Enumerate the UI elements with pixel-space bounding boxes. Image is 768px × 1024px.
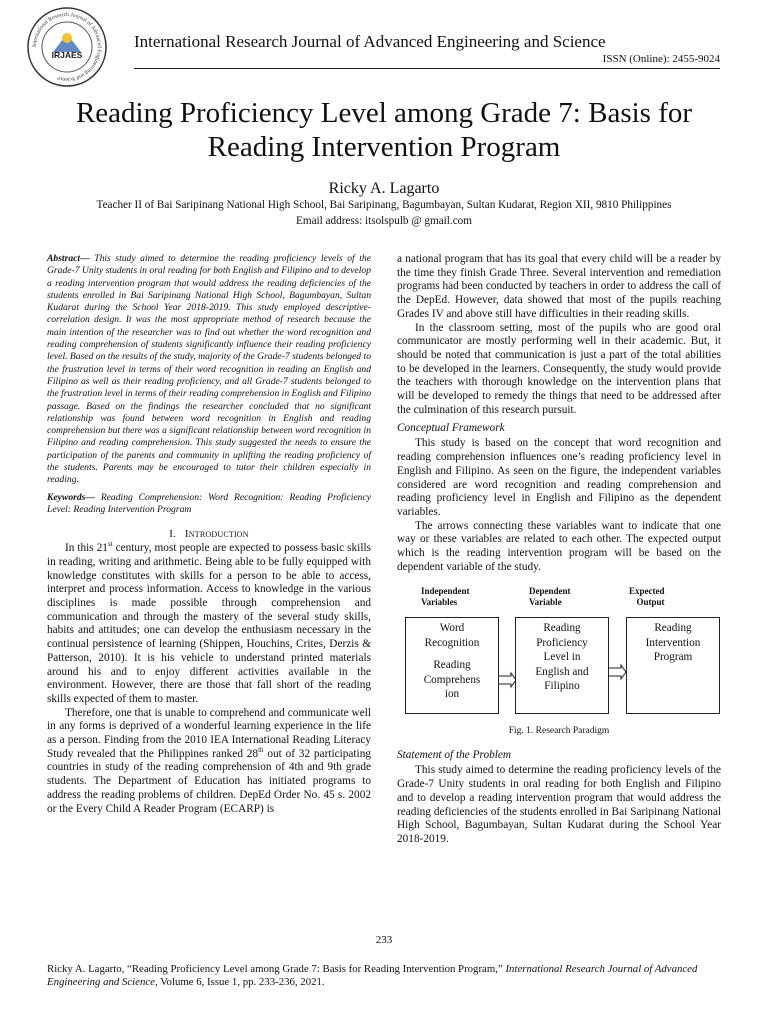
paper-title bbox=[30, 96, 738, 164]
paragraph-framework: This study is based on the concept that word recognition and reading comprehension influences one’s reading proficiency level in English and Filipino. As seen on the figure, the independent variables considered are word recognition and reading comprehension and reading proficiency level in English and Filipino as the dependent variables. bbox=[397, 437, 721, 518]
paragraph-problem: This study aimed to determine the reading proficiency levels of the Grade-7 Unity students in oral reading for both English and Filipino and to develop a reading intervention program that would address the reading deficiencies of the students enrolled in Bai Saripinang National High School, Bagumbayan, Sultan Kudarat during the School Year 2018-2019. bbox=[397, 764, 721, 845]
affiliation: Teacher II of Bai Saripinang National High School, Bai Saripinang, Bagumbayan, Sultan Kudarat, Region XII, 9810 Philippines bbox=[96, 199, 672, 211]
abstract bbox=[47, 253, 371, 487]
box-dependent-variable: Reading Proficiency Level in English and Filipino bbox=[515, 617, 609, 714]
footer-volume: , Volume 6, Issue 1, pp. 233-236, 2021. bbox=[154, 976, 325, 988]
box-expected-output: Reading Intervention Program bbox=[626, 617, 720, 714]
figure-caption: Fig. 1. Research Paradigm bbox=[508, 726, 610, 737]
box-independent-variables: Word Recognition Reading Comprehens ion bbox=[405, 617, 499, 714]
right-column bbox=[397, 253, 721, 847]
footer-citation: Ricky A. Lagarto, “Reading Proficiency Level among Grade 7: Basis for Reading Intervention Program,” bbox=[47, 963, 503, 975]
logo-ring-text: International Research Journal of Advanced Engineering and Science bbox=[31, 11, 103, 83]
research-paradigm-figure bbox=[397, 586, 721, 744]
author-name: Ricky A. Lagarto bbox=[328, 180, 440, 197]
label-expected-output: Expected Output bbox=[629, 586, 665, 608]
journal-name: International Research Journal of Advanced Engineering and Science bbox=[134, 32, 606, 51]
abstract-text: This study aimed to determine the reading proficiency levels of the Grade-7 Unity students in oral reading for both English and Filipino and to develop a reading intervention program that would address the reading deficiencies of the students enrolled in Bai Saripinang National High School, Bagumbayan, Sultan Kudarat during the School Year 2018-2019. This study employed descriptive-correlation design. It was the most appropriate method of research because the main intention of the researcher was to find out whether the word recognition and reading comprehension of students significantly influence their reading proficiency level. Based on the results of the study, majority of the Grade-7 students belonged to the frustration level in terms of their word recognition in reading an English and Filipino as well as their reading proficiency, and all Grade-7 students belonged to the frustration level in terms of their reading comprehension in English and Filipino passage. Based on the findings the researcher concluded that no significant relationship was found between word recognition in English and reading comprehension but there was a significant relationship between word recognition in Filipino and reading comprehension. This study suggested the needs to ensure the participation of the parents and community in uplifting the reading proficiency of the students. Parents may be encouraged to tutor their children especially in reading. bbox=[47, 253, 371, 486]
keywords-label: Keywords— bbox=[47, 491, 95, 503]
page-number: 233 bbox=[375, 934, 393, 946]
issn: ISSN (Online): 2455-9024 bbox=[602, 53, 720, 65]
intro-paragraph-2: Therefore, one that is unable to comprehend and communicate well in any forms is deprived of a wonderful learning experience in the life as a person. Finding from the 2010 IEA International Reading Literacy Study revealed that the Philippines ranked 28th out of 32 participating countries in study of the reading comprehension of 4th and 9th grade students. The Department of Education has initiated programs to address the reading problems of children. DepEd Order No. 45 s. 2002 or the Every Child A Reader Program (ECARP) is bbox=[47, 706, 371, 815]
keywords bbox=[47, 492, 371, 517]
left-column bbox=[47, 253, 371, 816]
citation-footer bbox=[47, 963, 723, 989]
author-affiliation bbox=[20, 197, 748, 229]
footer-journal: International Research Journal of Advanced Engineering and Science bbox=[47, 963, 698, 988]
label-dependent-variable: Dependent Variable bbox=[529, 586, 571, 608]
subheading-statement-of-problem: Statement of the Problem bbox=[397, 749, 512, 762]
section-heading-introduction bbox=[47, 528, 371, 540]
logo-text: IRJAES bbox=[51, 50, 83, 60]
label-independent-variables: Independent Variables bbox=[421, 586, 470, 608]
subheading-conceptual-framework: Conceptual Framework bbox=[397, 422, 505, 435]
keywords-text: Reading Comprehension: Word Recognition: Reading Proficiency Level: Reading Intervention Program bbox=[47, 491, 371, 515]
journal-logo bbox=[26, 6, 108, 88]
paragraph-ecarp: a national program that has its goal that every child will be a reader by the time they finish Grade Three. Several intervention and remediation programs had been conducted by teachers in order to address the call of the DepEd. However, data showed that most of the pupils reaching Grades IV and above still have difficulties in their reading skills. bbox=[397, 253, 721, 320]
arrow-icon bbox=[609, 662, 627, 682]
header-rule bbox=[134, 68, 720, 69]
title-line-1: Reading Proficiency Level among Grade 7: Basis for bbox=[75, 97, 693, 129]
email-line: Email address: itsolspulb @ gmail.com bbox=[296, 215, 472, 227]
abstract-label: Abstract— bbox=[47, 253, 90, 264]
title-line-2: Reading Intervention Program bbox=[207, 131, 561, 163]
section-number: I. bbox=[169, 528, 177, 541]
paragraph-arrows: The arrows connecting these variables want to indicate that one way or these variables are related to each other. The expected output which is the reading intervention program will be based on the dependent variable of the study. bbox=[397, 519, 721, 573]
intro-paragraph-1: In this 21st century, most people are expected to possess basic skills in reading, writing and arithmetic. Being able to be fully equipped with knowledge constitutes with skills for a person to be able to access, interpret and process information. Access to knowledge in the various disciplines is made possible through comprehension and communication and through the mastery of the several study skills, habits and attitudes; one can develop the enthusiasm necessary in the continual persistence of learning (Shippen, Houchins, Crites, Derzis & Patterson, 2010). It is his vehicle to understand printed materials around his and to enjoy different activities available in the environment. However, there are those that fall short of the reading skills expected of them to master. bbox=[47, 540, 371, 705]
section-title: Introduction bbox=[184, 528, 249, 541]
paragraph-classroom: In the classroom setting, most of the pupils who are good oral communicator are mostly performing well in their academic. But, it should be noted that communication is just a part of the total abilities to be developed in the learners. Consequently, the study would provide the teachers with thorough knowledge on the intervention plans that will be developed to remedy the things that need to be addressed after the culmination of this research pursuit. bbox=[397, 321, 721, 416]
